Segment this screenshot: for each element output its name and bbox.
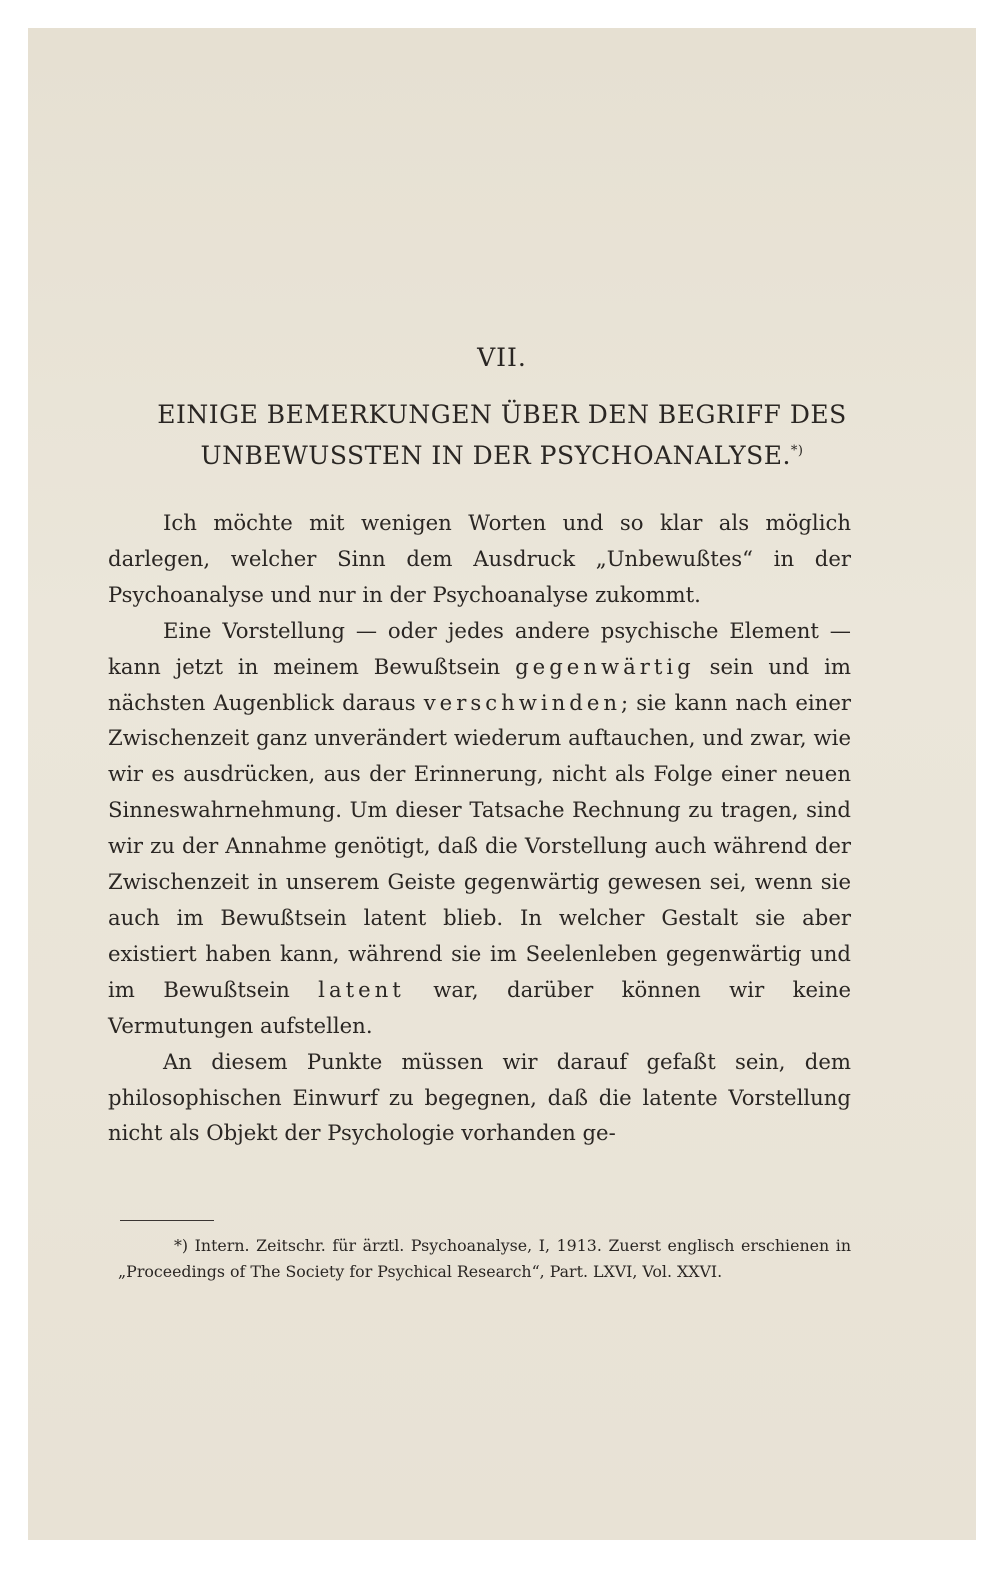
paragraph-2-text-g: war, darüber können wir keine Vermutungen aufstellen. [108,976,852,1038]
footnote: *) Intern. Zeitschr. für ärztl. Psychoanalyse, I, 1913. Zuerst englisch erschienen in „Proceedings of The Society for Psychical Research“, Part. LXVI, Vol. XXVI. [118,1236,851,1281]
emphasis-verschwinden: verschwinden [423,689,622,715]
chapter-title-line-1: EINIGE BEMERKUNGEN ÜBER DEN BEGRIFF DES [157,400,847,429]
body-text [108,505,851,1151]
footnote-marker: *) [790,443,804,459]
paragraph-2 [108,613,851,1044]
emphasis-gegenwaertig: gegenwärtig [515,653,695,679]
paragraph-2-text-c: sein und im nächsten Augenblick daraus [108,653,851,715]
paragraph-3: An diesem Punkte müssen wir darauf gefaßt sein, dem philosophischen Einwurf zu begegnen, daß die latente Vorstellung nicht als Objekt der Psychologie vorhanden ge- [108,1048,851,1146]
paragraph-2-text-a: Eine Vorstellung — oder jedes andere psychische Element — kann jetzt in meinem Bewußtsein [108,617,851,679]
emphasis-latent: latent [318,976,405,1002]
book-page [28,28,976,1540]
paragraph-2-text-e: ; sie kann nach einer Zwischenzeit ganz unverändert wiederum auftauchen, und zwar, wie wir es ausdrücken, aus der Erinnerung, nicht als Folge einer neuen Sinneswahrnehmung. Um dieser Tatsache Rechnung zu tragen, sind wir zu der Annahme genötigt, daß die Vorstellung auch während der Zwischenzeit in unserem Geiste gegenwärtig gewesen sei, wenn sie auch im Bewußtsein latent blieb. In welcher Gestalt sie aber existiert haben kann, während sie im Seelenleben gegenwärtig und im Bewußtsein [108,689,851,1002]
chapter-title-text: UNBEWUSSTEN IN DER PSYCHOANALYSE. [200,441,791,470]
chapter-title-line-2 [28,441,976,470]
paragraph-1: Ich möchte mit wenigen Worten und so klar als möglich darlegen, welcher Sinn dem Ausdruck „Unbewußtes“ in der Psychoanalyse und nur in der Psychoanalyse zukommt. [108,510,851,607]
chapter-number: VII. [477,343,527,372]
footnote-rule [120,1220,214,1221]
